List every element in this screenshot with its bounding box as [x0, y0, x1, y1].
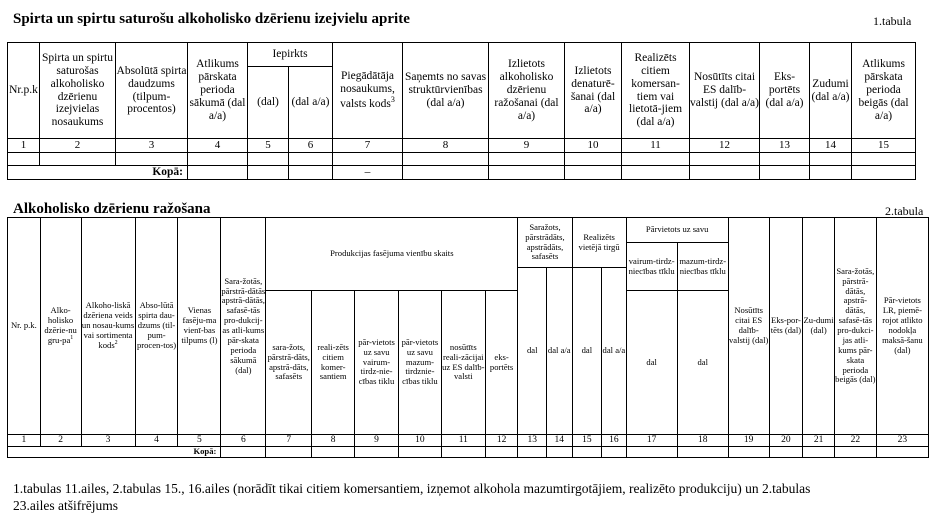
t1-cell[interactable] [248, 153, 289, 166]
t2-col-number: 17 [626, 435, 677, 447]
t1-cell[interactable] [40, 153, 116, 166]
t2-header-wholesale: vairum-tirdz-niecības tīklu [626, 243, 677, 291]
t1-col-number: 4 [188, 139, 248, 153]
t1-cell[interactable] [622, 166, 690, 180]
t2-cell[interactable] [398, 446, 441, 457]
t2-header-sold-local: Realizēts vietējā tirgū [572, 218, 626, 268]
t2-header-retail: mazum-tirdz-niecības tīklu [677, 243, 728, 291]
t2-cell[interactable] [677, 446, 728, 457]
t1-header-sent-eu: Nosūtīts citai ES dalīb-valstij (dal a/a) [690, 43, 760, 139]
t2-header-dal: dal [677, 291, 728, 435]
t2-col-number: 11 [441, 435, 485, 447]
t2-header-dal: dal [626, 291, 677, 435]
t2-col-number: 9 [355, 435, 399, 447]
t1-cell[interactable] [565, 153, 622, 166]
t2-header-sent-eu: Nosūtīts citai ES dalīb-valstij (dal) [728, 218, 769, 435]
t2-header-balance-end: Sara-žotās, pārstrā-dātās, apstrā-dātās, safasē-tās pro-dukci-jas atli-kums pār-skata perioda beigās (dal) [834, 218, 876, 435]
t2-cell[interactable] [266, 446, 312, 457]
table2-number: 2.tabula [885, 204, 924, 218]
t1-cell[interactable] [289, 153, 333, 166]
t1-col-number: 6 [289, 139, 333, 153]
t1-header-received: Saņemts no savas struktūrvienības (dal a/a) [403, 43, 489, 139]
t2-col-number: 1 [8, 435, 41, 447]
t2-col-number: 22 [834, 435, 876, 447]
t1-number-row [8, 139, 916, 153]
t2-header-sold-units: reali-zēts citiem komer-santiem [312, 291, 355, 435]
t1-cell[interactable] [690, 166, 760, 180]
t2-cell[interactable] [834, 446, 876, 457]
t1-cell[interactable] [622, 153, 690, 166]
t2-col-number: 21 [803, 435, 835, 447]
t1-col-number: 15 [852, 139, 916, 153]
t1-cell[interactable] [690, 153, 760, 166]
t1-header-losses: Zudumi (dal a/a) [810, 43, 852, 139]
t1-empty-row [8, 153, 916, 166]
t2-col-number: 16 [602, 435, 627, 447]
table2-title: Alkoholisko dzērienu ražošana [13, 201, 211, 217]
t2-header-exported: Eks-por-tēts (dal) [769, 218, 803, 435]
t1-cell[interactable] [760, 166, 810, 180]
t1-col-number: 8 [403, 139, 489, 153]
t1-col-number: 7 [333, 139, 403, 153]
t2-header-moved-lr: Pār-vietots LR, piemē-rojot atlikto nodokļa maksā-šanu (dal) [876, 218, 928, 435]
t2-total-row [8, 446, 929, 457]
t1-cell[interactable] [489, 166, 565, 180]
t2-col-number: 8 [312, 435, 355, 447]
t2-cell[interactable] [572, 446, 602, 457]
t1-cell[interactable] [810, 153, 852, 166]
table1-title: Spirta un spirtu saturošu alkoholisko dzērienu izejvielu aprite [13, 11, 410, 27]
t2-header-export-units: eks-portēts [485, 291, 518, 435]
t1-col-number: 2 [40, 139, 116, 153]
t2-header-eu-units: nosūtīts reali-zācijai uz ES dalīb-valsti [441, 291, 485, 435]
t1-col-number: 5 [248, 139, 289, 153]
t1-total-label: Kopā: [8, 166, 188, 180]
t1-cell[interactable] [289, 166, 333, 180]
t1-cell[interactable] [333, 153, 403, 166]
footnote [13, 480, 938, 514]
t2-header-wholesale-units: pār-vietots uz savu vairum-tirdz-nie-cības tiklu [355, 291, 399, 435]
t2-cell[interactable] [441, 446, 485, 457]
t2-col-number: 13 [518, 435, 547, 447]
t1-cell[interactable] [565, 166, 622, 180]
table2 [7, 217, 929, 458]
t2-col-number: 2 [40, 435, 81, 447]
t2-header-nr: Nr. p.k. [8, 218, 41, 435]
t2-cell[interactable] [626, 446, 677, 457]
t1-header-used-production: Izlietots alkoholisko dzērienu ražošanai (dal a/a) [489, 43, 565, 139]
t1-col-number: 12 [690, 139, 760, 153]
t2-header-retail-units: pār-vietots uz savu mazum-tirdznie-cības tiklu [398, 291, 441, 435]
t2-cell[interactable] [547, 446, 573, 457]
t2-col-number: 12 [485, 435, 518, 447]
t2-col-number: 4 [135, 435, 178, 447]
t1-header-name: Spirta un spirtu saturošas alkoholisko dzērienu izejvielas nosaukums [40, 43, 116, 139]
t1-col-number: 10 [565, 139, 622, 153]
t1-col-number: 14 [810, 139, 852, 153]
t2-header-produced-units: sara-žots, pārstrā-dāts, apstrā-dāts, safasēts [266, 291, 312, 435]
t2-cell[interactable] [221, 446, 266, 457]
t2-header-produced: Saražots, pārstrādāts, apstrādāts, safasēts [518, 218, 572, 268]
t2-cell[interactable] [355, 446, 399, 457]
t2-cell[interactable] [876, 446, 928, 457]
t1-cell[interactable] [188, 166, 248, 180]
t2-total-label: Kopā: [8, 446, 221, 457]
t1-header-balance-start: Atlikums pārskata perioda sākumā (dal a/a) [188, 43, 248, 139]
t1-header-dal-aa: (dal a/a) [289, 67, 333, 139]
t2-header-losses: Zu-dumi (dal) [803, 218, 835, 435]
t1-cell[interactable] [403, 166, 489, 180]
table1-number: 1.tabula [873, 14, 912, 28]
t1-cell[interactable] [403, 153, 489, 166]
t1-header-purchased: Iepirkts [248, 43, 333, 67]
t2-cell[interactable] [769, 446, 803, 457]
t1-col-number: 13 [760, 139, 810, 153]
t2-cell[interactable] [803, 446, 835, 457]
t2-header-moved: Pārvietots uz savu [626, 218, 728, 243]
t2-col-number: 3 [81, 435, 135, 447]
t2-col-number: 23 [876, 435, 928, 447]
t2-header-unit-volume: Vienas fasēju-ma vienī-bas tilpums (l) [178, 218, 221, 435]
t1-header-balance-end: Atlikums pārskata perioda beigās (dal a/a) [852, 43, 916, 139]
t2-header-dal: dal [518, 268, 547, 435]
t2-col-number: 5 [178, 435, 221, 447]
table1 [7, 42, 916, 180]
t1-header-supplier: Piegādātāja nosaukums, valsts kods$^3$ [333, 43, 403, 139]
t2-col-number: 6 [221, 435, 266, 447]
t1-cell[interactable] [852, 153, 916, 166]
t2-header-abs-spirit: Abso-lūtā spirta dau-dzums (til-pum-procen-tos) [135, 218, 178, 435]
t2-col-number: 19 [728, 435, 769, 447]
t1-header-nr: Nr.p.k [8, 43, 40, 139]
t2-cell[interactable] [602, 446, 627, 457]
t1-col-number: 1 [8, 139, 40, 153]
footnote-line: 1.tabulas 11.ailes, 2.tabulas 15., 16.ailes (norādīt tikai citiem komersantiem, izņemot alkohola mazumtirgotājiem, realizēto produkciju) un 2.tabulas [13, 481, 811, 496]
t1-header-exported: Eks-portēts (dal a/a) [760, 43, 810, 139]
t1-cell[interactable] [188, 153, 248, 166]
t1-header-sold: Realizēts citiem komersan-tiem vai lietotā-jiem (dal a/a) [622, 43, 690, 139]
t1-cell[interactable] [810, 166, 852, 180]
t1-cell[interactable] [248, 166, 289, 180]
t2-cell[interactable] [312, 446, 355, 457]
t1-header-abs-spirit: Absolūtā spirta daudzums (tilpum-procentos) [116, 43, 188, 139]
t2-col-number: 10 [398, 435, 441, 447]
t2-header-dal-aa: dal a/a [602, 268, 627, 435]
t2-header-group: Alko-holisko dzērie-nu gru-$pa^1$ [40, 218, 81, 435]
t2-col-number: 20 [769, 435, 803, 447]
t2-header-dal-aa: dal a/a [547, 268, 573, 435]
t2-number-row [8, 435, 929, 447]
t1-cell[interactable] [8, 153, 40, 166]
t2-header-units-count: Produkcijas fasējuma vienību skaits [266, 218, 518, 291]
t2-header-kind: Alkoho-liskā dzēriena veids un nosau-kums vai sortimenta kods$^2$ [81, 218, 135, 435]
t1-header-dal: (dal) [248, 67, 289, 139]
t1-total-dash: – [333, 166, 403, 180]
t2-col-number: 7 [266, 435, 312, 447]
t1-col-number: 9 [489, 139, 565, 153]
t2-header-balance-start: Sara-žotās, pārstrā-dātās apstrā-dātās, safasē-tās pro-dukcij-as atli-kums pār-skata perioda sākumā (dal) [221, 218, 266, 435]
t1-col-number: 3 [116, 139, 188, 153]
t2-cell[interactable] [485, 446, 518, 457]
t1-header-denaturation: Izlietots denaturē-šanai (dal a/a) [565, 43, 622, 139]
t1-cell[interactable] [116, 153, 188, 166]
t1-cell[interactable] [489, 153, 565, 166]
t2-col-number: 14 [547, 435, 573, 447]
t2-cell[interactable] [728, 446, 769, 457]
t2-col-number: 15 [572, 435, 602, 447]
t2-header-dal: dal [572, 268, 602, 435]
footnote-line: 23.ailes atšifrējums [13, 498, 118, 513]
t2-cell[interactable] [518, 446, 547, 457]
t1-cell[interactable] [852, 166, 916, 180]
t1-total-row [8, 166, 916, 180]
t1-cell[interactable] [760, 153, 810, 166]
t1-col-number: 11 [622, 139, 690, 153]
t2-col-number: 18 [677, 435, 728, 447]
